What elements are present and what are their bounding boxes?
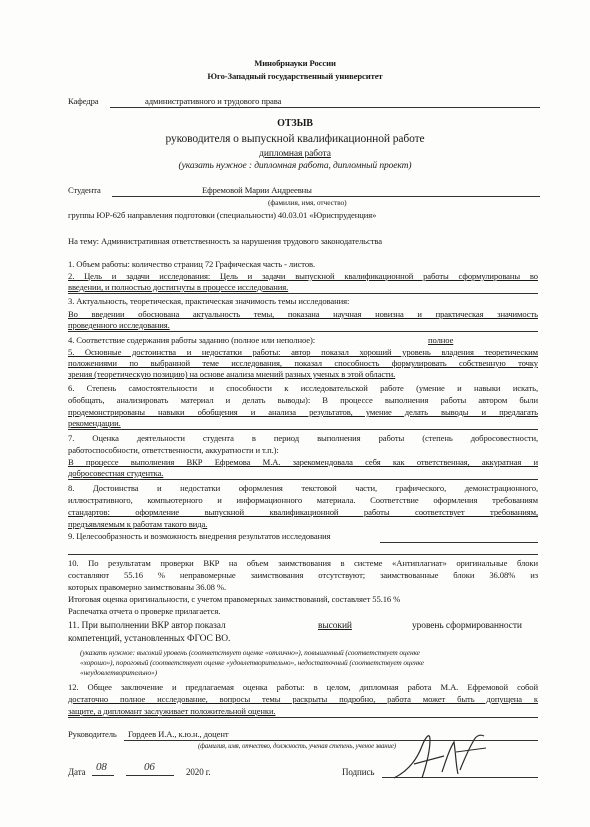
item-2-line-1: 2. Цель и задачи исследования: Цель и задачи выпускной квалификационной работы сформулированы во [68, 271, 538, 281]
item-11-line-1: 11. При выполнении ВКР автор показал [68, 621, 226, 631]
handwritten-signature [386, 726, 496, 788]
signature-label: Подпись [342, 767, 375, 777]
date-day-rule [92, 775, 114, 776]
item-10-line-3: которых правомерно заимствованы 36.08 %. [68, 582, 226, 592]
item-9-rule-1 [380, 542, 538, 543]
item-11-line-2: компетенций, установленных ФГОС ВО. [68, 634, 231, 644]
item-12-line-3: защите, а дипломант заслуживает положительной оценки. [68, 706, 276, 716]
item-9-line: 9. Целесообразность и возможность внедрения результатов исследования [68, 531, 331, 541]
department-underline [110, 107, 540, 108]
item-6-rule [68, 429, 538, 430]
student-name-hint: (фамилия, имя, отчество) [268, 198, 347, 207]
item-7-line-1: 7. Оценка деятельности студента в период выполнения работы (степень добросовестности, [68, 433, 538, 443]
item-11-note-1: (указать нужное: высокий уровень (соответствует оценке «отлично»), повышенный (соответствует оценке [80, 648, 420, 657]
item-8-line-1: 8. Достоинства и недостатки оформления текстовой части, графического, демонстрационного, [68, 483, 538, 493]
item-4-value: полное [428, 335, 454, 345]
date-year: 2020 г. [186, 767, 211, 777]
item-10-line-2: составляют 55.16 % неправомерные заимствования отсутствуют; заимствованные блоки 36.08% из [68, 570, 538, 580]
item-10-line-4: Итоговая оценка оригинальности, с учетом правомерных заимствований, составляет 55.16 % [68, 594, 401, 604]
item-6-line-4: рекомендации. [68, 418, 121, 428]
item-2-rule [68, 293, 538, 294]
date-month-rule [126, 775, 174, 776]
item-3-rule [68, 331, 538, 332]
item-7-line-4: добросовестная студентка. [68, 468, 164, 478]
item-3-line-2: Во введении обоснована актуальность темы, показана научная новизна и практическая значимость [68, 309, 538, 319]
item-12-line-2: достаточно полное исследование, вопросы темы раскрыты подробно, работа может быть допущена к [68, 694, 538, 704]
item-7-line-3: В процессе выполнения ВКР Ефремова М.А. зарекомендовала себя как ответственная, аккуратная и [68, 457, 538, 467]
item-10-line-5: Распечатка отчета о проверке прилагается. [68, 606, 221, 616]
document-subtitle: руководителя о выпускной квалификационной работе [165, 133, 425, 145]
document-title: ОТЗЫВ [277, 118, 313, 129]
item-2-line-2: введении, и полностью достигнуты в процессе исследования. [68, 282, 289, 292]
department-label: Кафедра [68, 96, 99, 106]
supervisor-label: Руководитель [68, 729, 117, 739]
item-3-line-1: 3. Актуальность, теоретическая, практическая значимость темы исследования: [68, 296, 350, 306]
work-type: дипломная работа [259, 149, 331, 159]
item-11-note-2: «хорошо»), пороговый (соответствует оценке «удовлетворительно», недостаточный (соответствует оценке [80, 658, 424, 667]
item-3-line-3: проведенного исследования. [68, 320, 170, 330]
student-label: Студента [68, 185, 101, 195]
item-6-line-2: обобщать, анализировать материал и делать выводы): В процессе выполнения работы автором были [68, 395, 538, 405]
item-8-line-2: иллюстративного, компьютерного и информационного материала. Соответствие оформления требованиям [68, 495, 538, 505]
group-direction: группы ЮР-62б направления подготовки (специальности) 40.03.01 «Юриспруденция» [68, 210, 377, 220]
item-7-rule [68, 479, 538, 480]
item-8-line-3: стандартов: оформление выпускной квалификационной работы соответствует требованиям, [68, 507, 538, 517]
item-5-line-2: положениями по выбранной теме исследования, показал способность формулировать собственную точку [68, 358, 538, 368]
item-12-line-1: 12. Общее заключение и предлагаемая оценка работы: в целом, дипломная работа М.А. Ефремовой собой [68, 682, 538, 692]
item-6-line-3: продемонстрированы навыки обобщения и анализа результатов, умение делать выводы и предлагать [68, 407, 538, 417]
item-10-line-1: 10. По результатам проверки ВКР на объем заимствования в системе «Антиплагиат» оригинальные блоки [68, 558, 538, 568]
topic: На тему: Административная ответственность за нарушения трудового законодательства [68, 236, 382, 246]
item-11-note-3: «неудовлетворительно») [80, 668, 158, 677]
date-day: 08 [96, 761, 107, 773]
date-month: 06 [144, 761, 155, 773]
department-value: административного и трудового права [145, 96, 282, 106]
item-11-line-1b: уровень сформированности [412, 621, 522, 631]
supervisor-hint: (фамилия, имя, отчество, должность, ученая степень, ученое звание) [198, 743, 396, 750]
item-6-line-1: 6. Степень самостоятельности и способности к исследовательской работе (умение и навыки искать, [68, 383, 538, 393]
student-name: Ефремовой Марии Андреевны [202, 185, 312, 195]
item-12-rule [68, 717, 538, 718]
item-4-line: 4. Соответствие содержания работы заданию (полное или неполное): [68, 335, 316, 345]
work-type-hint: (указать нужное : дипломная работа, дипломный проект) [178, 161, 412, 171]
student-underline [112, 196, 540, 197]
item-7-line-2: работоспособности, ответственности, аккуратности и т.п.): [68, 445, 279, 455]
item-8-line-4: предъявляемым к работам такого вида. [68, 519, 208, 529]
item-1-volume: 1. Объем работы: количество страниц 72 Графическая часть - листов. [68, 259, 316, 269]
item-5-line-3: зрения (теоретическую позицию) на основе анализа мнений разных ученых в этой области. [68, 369, 396, 379]
item-9-rule-2 [68, 554, 538, 555]
item-5-line-1: 5. Основные достоинства и недостатки работы: автор показал хороший уровень владения теоретическим [68, 347, 538, 357]
date-label: Дата [68, 767, 86, 777]
ministry-name: Минобрнауки России [254, 58, 336, 68]
supervisor-value: Гордеев И.А., к.ю.н., доцент [128, 729, 229, 739]
university-name: Юго-Западный государственный университет [207, 71, 383, 81]
item-11-level: высокий [318, 621, 352, 631]
